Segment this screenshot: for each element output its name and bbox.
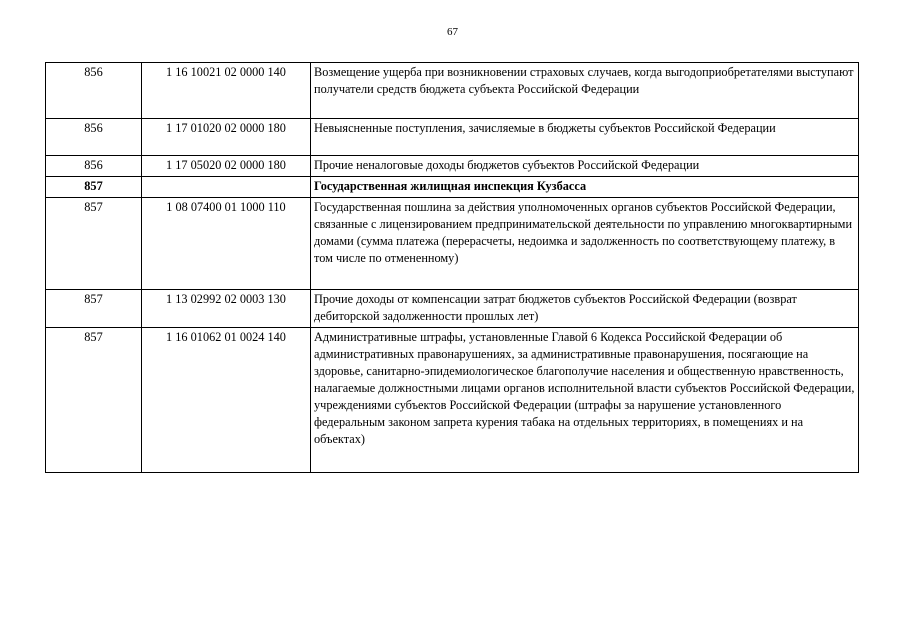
description-cell: Государственная пошлина за действия уполномоченных органов субъектов Российской Федерации, связанные с лицензированием предпринимательской деятельности по управлению многоквартирными домами (сумма платежа (перерасчеты, недоимка и задолженность по соответствующему платежу, в том числе по отмененному) (311, 198, 859, 290)
admin-code-cell: 857 (46, 177, 142, 198)
revenue-code-cell (142, 177, 311, 198)
page-number: 67 (447, 26, 458, 38)
revenue-code-cell: 1 08 07400 01 1000 110 (142, 198, 311, 290)
description-cell: Административные штрафы, установленные Главой 6 Кодекса Российской Федерации об административных правонарушениях, за административные правонарушения, посягающие на здоровье, санитарно-эпидемиологическое благополучие населения и общественную нравственность, налагаемые должностными лицами органов исполнительной власти субъектов Российской Федерации, учреждениями субъектов Российской Федерации (штрафы за нарушение установленного федеральным законом запрета курения табака на отдельных территориях, в помещениях и на объектах) (311, 328, 859, 473)
table-row (46, 63, 859, 119)
table-row (46, 328, 859, 473)
revenue-code-cell: 1 17 05020 02 0000 180 (142, 156, 311, 177)
table-row (46, 119, 859, 156)
revenue-code-cell: 1 17 01020 02 0000 180 (142, 119, 311, 156)
description-cell: Возмещение ущерба при возникновении страховых случаев, когда выгодоприобретателями выступают получатели средств бюджета субъекта Российской Федерации (311, 63, 859, 119)
description-cell: Прочие неналоговые доходы бюджетов субъектов Российской Федерации (311, 156, 859, 177)
budget-revenue-table (45, 62, 859, 473)
table-row (46, 156, 859, 177)
revenue-code-cell: 1 16 01062 01 0024 140 (142, 328, 311, 473)
table-row-section-header (46, 177, 859, 198)
admin-code-cell: 857 (46, 290, 142, 328)
table-row (46, 198, 859, 290)
admin-code-cell: 856 (46, 156, 142, 177)
admin-code-cell: 857 (46, 198, 142, 290)
section-title-cell: Государственная жилищная инспекция Кузбасса (311, 177, 859, 198)
description-cell: Невыясненные поступления, зачисляемые в бюджеты субъектов Российской Федерации (311, 119, 859, 156)
admin-code-cell: 856 (46, 119, 142, 156)
admin-code-cell: 857 (46, 328, 142, 473)
revenue-code-cell: 1 16 10021 02 0000 140 (142, 63, 311, 119)
revenue-code-cell: 1 13 02992 02 0003 130 (142, 290, 311, 328)
description-cell: Прочие доходы от компенсации затрат бюджетов субъектов Российской Федерации (возврат дебиторской задолженности прошлых лет) (311, 290, 859, 328)
table-row (46, 290, 859, 328)
admin-code-cell: 856 (46, 63, 142, 119)
